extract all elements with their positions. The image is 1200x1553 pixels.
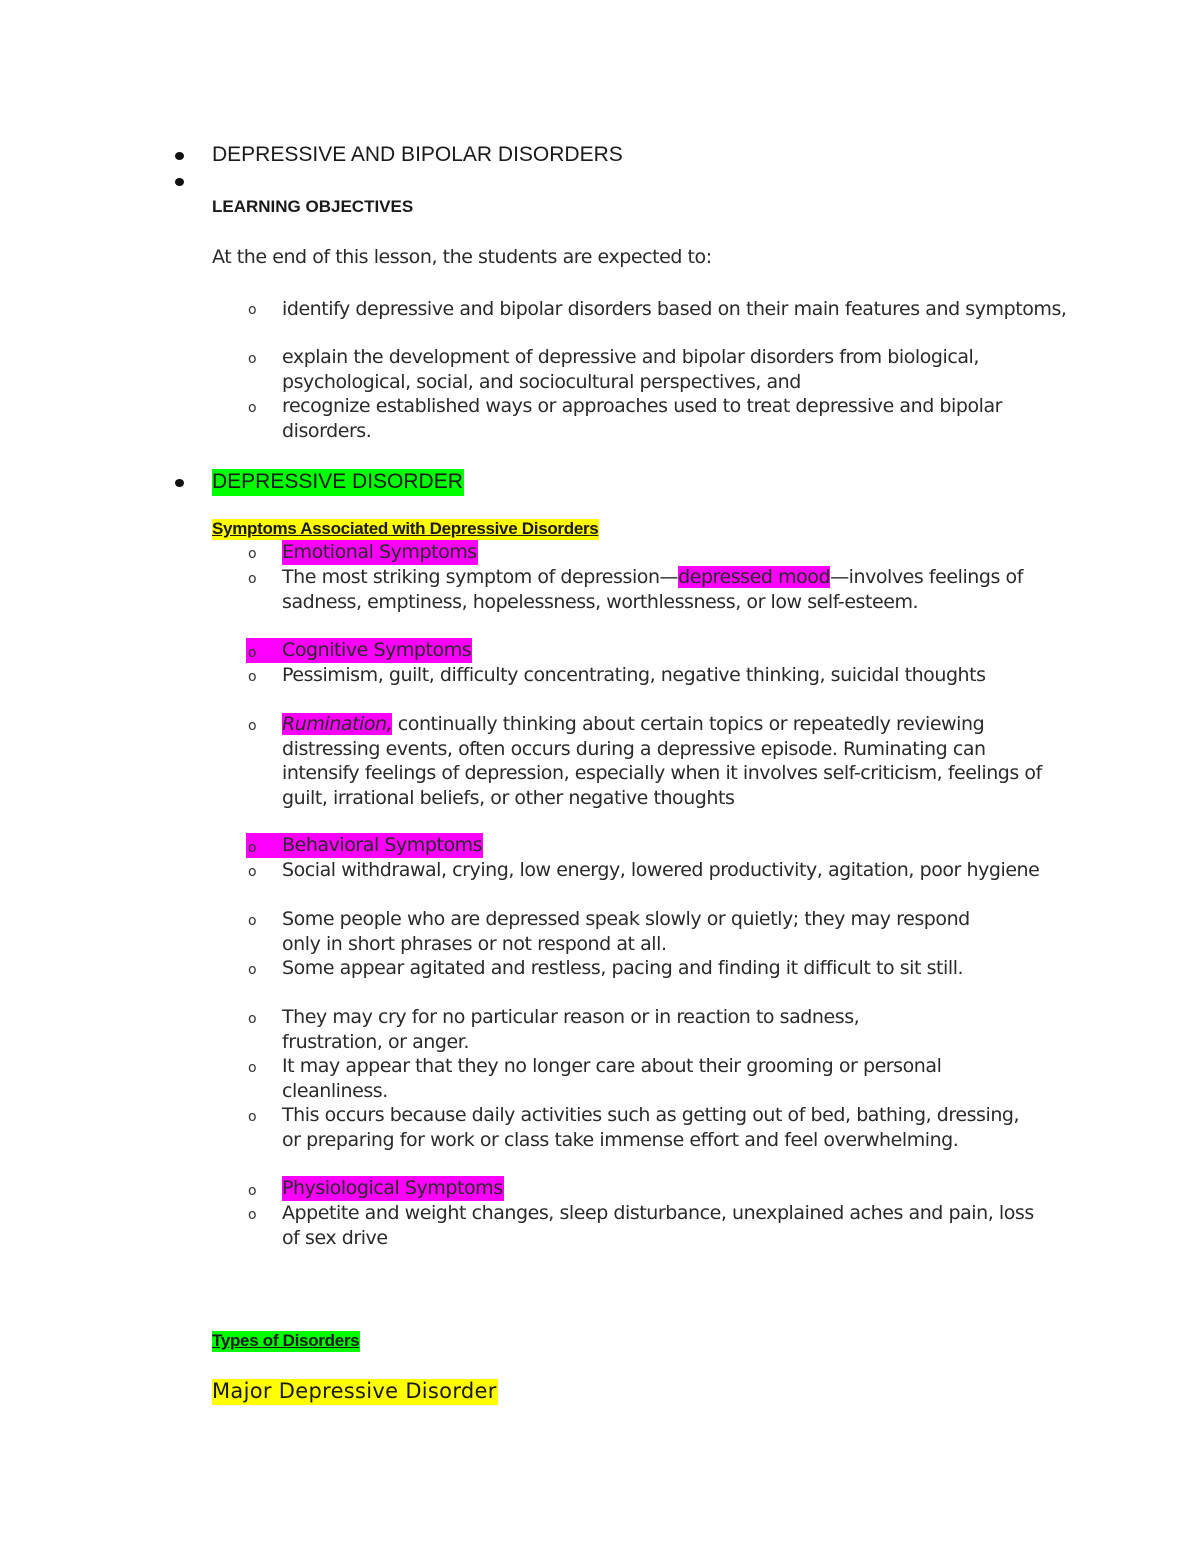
emotional-symptoms-label: Emotional Symptoms	[282, 541, 477, 563]
objectives-intro: At the end of this lesson, the students are expected to:	[212, 246, 712, 268]
rumination-text: Rumination, continually thinking about certain topics or repeatedly reviewing distressing events, often occurs during a depressive episode. Ruminating can intensify feelings of depression, especially when it involves self-criticism, feelings of guilt, irrational beliefs, or other negative thoughts	[282, 713, 1042, 809]
circle-bullet-icon: o	[248, 1011, 257, 1027]
circle-bullet-icon: o	[248, 302, 257, 318]
cognitive-symptoms-label: Cognitive Symptoms	[282, 639, 472, 661]
symptoms-subheading: Symptoms Associated with Depressive Disorders	[212, 519, 599, 538]
behavioral-item: They may cry for no particular reason or in reaction to sadness, frustration, or anger.	[282, 1006, 860, 1053]
behavioral-item: Some people who are depressed speak slowly or quietly; they may respond only in short phrases or not respond at all.	[282, 908, 970, 955]
physiological-item: Appetite and weight changes, sleep disturbance, unexplained aches and pain, loss of sex drive	[282, 1202, 1034, 1249]
circle-bullet-icon: o	[248, 546, 257, 562]
circle-bullet-icon: o	[248, 351, 257, 367]
bullet-icon	[175, 178, 184, 186]
circle-bullet-icon: o	[248, 1109, 257, 1125]
learning-objectives-heading: LEARNING OBJECTIVES	[212, 197, 414, 216]
circle-bullet-icon: o	[248, 913, 257, 929]
circle-bullet-icon: o	[248, 718, 257, 734]
behavioral-item: It may appear that they no longer care about their grooming or personal cleanliness.	[282, 1055, 942, 1102]
bullet-icon	[175, 479, 184, 487]
objective-item: identify depressive and bipolar disorders based on their main features and symptoms,	[282, 298, 1067, 320]
rumination-term: Rumination,	[282, 713, 393, 735]
objective-item: recognize established ways or approaches used to treat depressive and bipolar disorders.	[282, 395, 1002, 442]
physiological-symptoms-label: Physiological Symptoms	[282, 1177, 503, 1199]
circle-bullet-icon: o	[248, 645, 257, 661]
circle-bullet-icon: o	[248, 1060, 257, 1076]
circle-bullet-icon: o	[248, 864, 257, 880]
objective-item: explain the development of depressive and bipolar disorders from biological, psychological, social, and sociocultural perspectives, and	[282, 346, 979, 393]
behavioral-symptoms-label: Behavioral Symptoms	[282, 834, 483, 856]
circle-bullet-icon: o	[248, 1183, 257, 1199]
behavioral-item: This occurs because daily activities such as getting out of bed, bathing, dressing, or preparing for work or class take immense effort and feel overwhelming.	[282, 1104, 1020, 1151]
types-heading: Types of Disorders	[212, 1331, 360, 1350]
circle-bullet-icon: o	[248, 840, 257, 856]
circle-bullet-icon: o	[248, 400, 257, 416]
behavioral-item: Social withdrawal, crying, low energy, lowered productivity, agitation, poor hygiene	[282, 859, 1040, 881]
behavioral-item: Some appear agitated and restless, pacing and finding it difficult to sit still.	[282, 957, 964, 979]
circle-bullet-icon: o	[248, 1207, 257, 1223]
document-title: DEPRESSIVE AND BIPOLAR DISORDERS	[212, 143, 623, 166]
section-heading: DEPRESSIVE DISORDER	[212, 469, 464, 496]
circle-bullet-icon: o	[248, 571, 257, 587]
emotional-symptom-text: The most striking symptom of depression—depressed mood—involves feelings of sadness, emptiness, hopelessness, worthlessness, or low self-esteem.	[282, 566, 1023, 613]
major-depressive-disorder-heading: Major Depressive Disorder	[212, 1379, 497, 1403]
bullet-icon	[175, 152, 184, 160]
circle-bullet-icon: o	[248, 669, 257, 685]
cognitive-symptom-text: Pessimism, guilt, difficulty concentrating, negative thinking, suicidal thoughts	[282, 664, 986, 686]
depressed-mood-highlight: depressed mood	[678, 566, 831, 588]
circle-bullet-icon: o	[248, 962, 257, 978]
